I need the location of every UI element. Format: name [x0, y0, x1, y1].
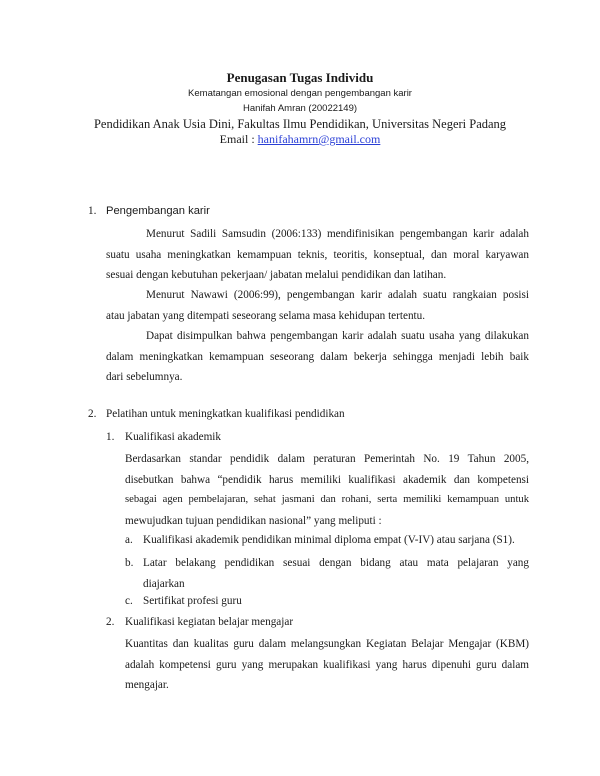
list-item-text: Sertifikat profesi guru — [143, 595, 242, 607]
text-line: Latar belakang pendidikan sesuai dengan bidang atau mata pelajaran yang — [143, 557, 529, 569]
section-1-paragraph-3 — [106, 326, 529, 388]
text-line: sesuai dengan kebutuhan pekerjaan/ jabatan melalui pendidikan dan latihan. — [106, 269, 447, 281]
section-2-heading: Pelatihan untuk meningkatkan kualifikasi pendidikan — [106, 408, 345, 420]
email-label: Email : — [219, 132, 255, 146]
text-line: suatu usaha meningkatkan kemampuan teknis, teoritis, konseptual, dan moral karyawan — [106, 248, 529, 261]
text-line: mewujudkan tujuan pendidikan nasional” yang meliputi : — [125, 514, 382, 527]
text-line: Menurut Nawawi (2006:99), pengembangan karir adalah suatu rangkaian posisi — [146, 289, 529, 301]
document-subtitle: Kematangan emosional dengan pengembangan karir — [188, 88, 412, 99]
email-link[interactable]: hanifahamrn@gmail.com — [257, 132, 381, 146]
subsection-2-heading: Kualifikasi kegiatan belajar mengajar — [125, 616, 294, 628]
section-1-paragraph-2 — [106, 285, 529, 326]
list-item-letter: c. — [125, 595, 133, 607]
section-1-heading: Pengembangan karir — [106, 205, 210, 217]
text-line: mengajar. — [125, 679, 169, 691]
section-1-paragraph-1 — [106, 224, 529, 286]
text-line: dalam meningkatkan kemampuan seseorang dalam bekerja sehingga menjadi lebih baik — [106, 350, 529, 363]
list-item-text — [143, 553, 529, 594]
text-line: adalah kompetensi guru yang merupakan kualifikasi yang harus dipenuhi guru dalam — [125, 658, 529, 671]
list-item-letter: b. — [125, 557, 134, 569]
section-1-number: 1. — [88, 205, 97, 217]
affiliation-line: Pendidikan Anak Usia Dini, Fakultas Ilmu Pendidikan, Universitas Negeri Padang — [93, 117, 507, 131]
subsection-1-number: 1. — [106, 431, 115, 443]
text-line: diajarkan — [143, 577, 185, 590]
text-line: dari sebelumnya. — [106, 371, 183, 383]
text-line: Kuantitas dan kualitas guru dalam melangsungkan Kegiatan Belajar Mengajar (KBM) — [125, 638, 529, 650]
author-line: Hanifah Amran (20022149) — [242, 103, 358, 114]
section-2-number: 2. — [88, 408, 97, 420]
subsection-1-heading: Kualifikasi akademik — [125, 431, 221, 443]
document-title: Penugasan Tugas Individu — [226, 70, 374, 85]
subsection-2-paragraph — [125, 634, 529, 696]
list-item-text: Kualifikasi akademik pendidikan minimal diploma empat (V-IV) atau sarjana (S1). — [143, 534, 515, 546]
text-line: atau jabatan yang ditempati seseorang selama masa kehidupan tertentu. — [106, 309, 426, 322]
text-line: disebutkan bahwa “pendidik harus memiliki kualifikasi akademik dan kompetensi — [125, 473, 529, 486]
text-line: Berdasarkan standar pendidik dalam peraturan Pemerintah No. 19 Tahun 2005, — [125, 453, 529, 465]
subsection-1-paragraph — [125, 449, 529, 531]
document-header — [0, 70, 600, 147]
text-line: Dapat disimpulkan bahwa pengembangan karir adalah suatu usaha yang dilakukan — [146, 330, 529, 342]
text-line: Menurut Sadili Samsudin (2006:133) mendifinisikan pengembangan karir adalah — [146, 228, 529, 240]
email-line — [0, 132, 600, 147]
list-item-letter: a. — [125, 534, 133, 546]
text-line: sebagai agen pembelajaran, sehat jasmani dan rohani, serta memiliki kemampuan untuk — [125, 494, 529, 505]
subsection-2-number: 2. — [106, 616, 115, 628]
